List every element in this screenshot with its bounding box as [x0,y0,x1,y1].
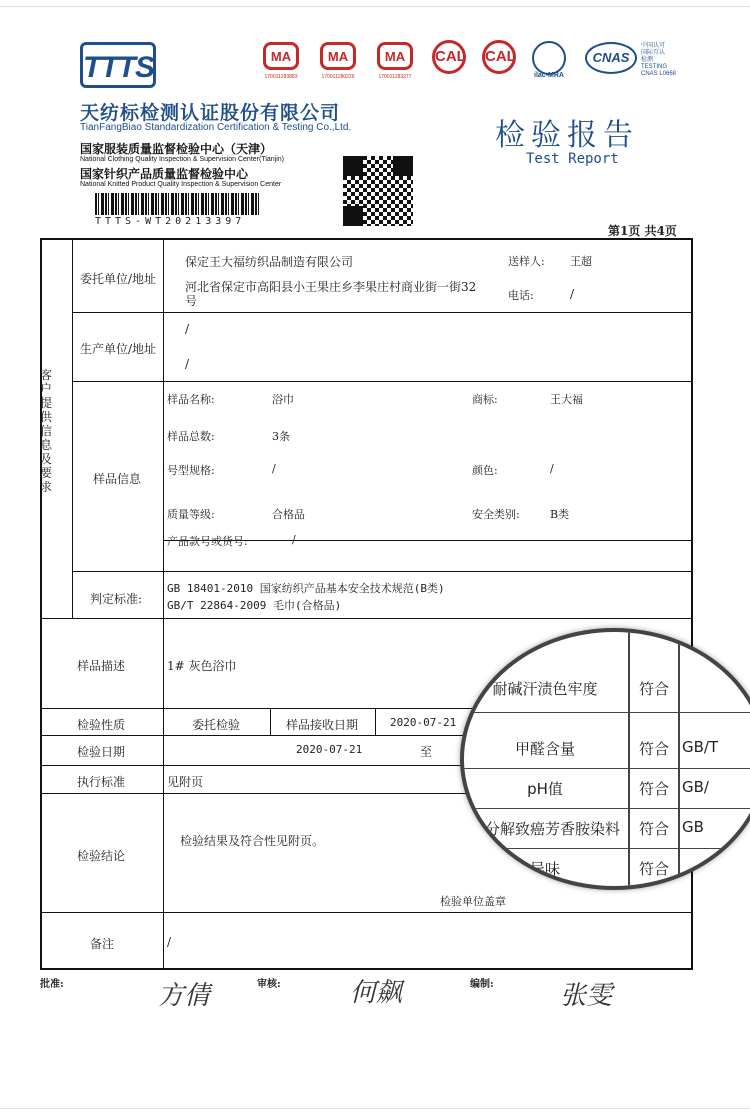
qr-code-icon [343,156,413,226]
phone-value: / [570,287,575,301]
mag-row [464,728,750,769]
center1-name-en: National Clothing Quality Inspection & Supervision Center(Tianjin) [80,156,285,163]
barcode-number: TTTS-WT20213397 [95,216,246,227]
mag-divider [678,632,680,890]
ilac-mark-label: ilac-MRA [534,72,564,79]
table-divider [42,618,692,619]
cal-mark-icon: CAL [482,40,516,74]
mag-result: 符合 [638,780,669,798]
remark-label: 备注 [90,937,115,951]
size-value: / [272,462,276,475]
compile-signature: 张雯 [560,981,613,1011]
sample-name-value: 浴巾 [272,393,294,406]
barcode-icon [95,193,260,215]
ilac-mark-icon [532,41,566,75]
cma-mark-icon: MA [377,42,413,70]
mag-standard: GB/ [682,778,709,796]
cal-mark-icon: CAL [432,40,466,74]
table-divider [163,240,164,968]
grade-value: 合格品 [272,508,305,521]
safety-label: 安全类别: [472,508,520,521]
phone-label: 电话: [508,289,534,302]
magnifier-lens [460,628,750,890]
mag-item: 甲醛含量 [514,740,575,758]
approve-label: 批准: [40,979,64,990]
exec-standard-value: 见附页 [167,775,204,789]
size-label: 号型规格: [167,464,215,477]
report-title-cn: 检验报告 [495,118,639,153]
model-value: / [292,533,296,546]
receive-date-label: 样品接收日期 [286,718,359,732]
sample-desc-label: 样品描述 [77,659,126,673]
standard-label: 判定标准: [90,592,143,606]
mag-standard: GB/T [682,738,719,756]
mag-result: 符合 [638,740,669,758]
mag-row [464,768,750,809]
table-divider [72,571,692,572]
sample-name-label: 样品名称: [167,393,215,406]
sample-desc-value: 1# 灰色浴巾 [167,659,237,673]
standard-line2: GB/T 22864-2009 毛巾(合格品) [167,599,342,612]
page-indicator: 第1页 共4页 [608,224,677,238]
brand-value: 王大福 [550,393,583,406]
sample-count-value: 3条 [272,430,290,443]
table-divider [72,312,692,313]
table-divider [42,912,692,913]
entrust-name: 保定王大福纺织品制造有限公司 [185,255,354,269]
conclusion-label: 检验结论 [77,849,126,863]
sample-info-label: 样品信息 [93,472,142,486]
review-signature: 何飙 [350,978,403,1008]
sample-count-label: 样品总数: [167,430,215,443]
color-value: / [550,462,554,475]
cnas-mark-icon: CNAS [585,42,637,74]
nature-value: 委托检验 [192,718,241,732]
mag-row [464,808,750,849]
mag-item: 异味 [529,860,560,878]
cma-mark-number: 170011280226 [321,74,355,80]
exec-standard-label: 执行标准 [77,775,126,789]
approve-signature: 方倩 [158,981,211,1011]
cma-mark-number: 170011283883 [264,74,298,80]
mag-row [464,848,750,889]
review-label: 审核: [257,979,281,990]
cma-mark-icon: MA [263,42,299,70]
brand-label: 商标: [472,393,498,406]
mag-item: 可分解致癌芳香胺染料 [469,820,620,838]
table-divider [375,709,376,735]
ttts-logo: TTTS [80,42,156,88]
producer-line1: / [185,322,190,336]
safety-value: B类 [550,508,570,521]
test-date-to: 至 [420,745,433,759]
mag-result: 符合 [638,680,669,698]
org-name-cn: 天纺标检测认证股份有限公司 [80,103,341,124]
cma-mark-number: 170011283277 [378,74,412,80]
mag-item: pH值 [527,780,563,798]
cnas-mark-caption: 中国认可 国际互认 检测 TESTING CNAS L0668 [641,43,677,77]
sender-label: 送样人: [508,255,545,268]
remark-value: / [167,935,172,949]
conclusion-value: 检验结果及符合性见附页。 [180,834,325,848]
compile-label: 编制: [470,979,494,990]
client-section-label: 客户提供信息及要求 [40,368,53,494]
standard-line1: GB 18401-2010 国家纺织产品基本安全技术规范(B类) [167,582,445,595]
test-date-value: 2020-07-21 [296,743,363,756]
table-divider [270,709,271,735]
receive-date-value: 2020-07-21 [390,716,457,729]
cma-mark-icon: MA [320,42,356,70]
sender-value: 王超 [570,255,592,268]
mag-result: 符合 [638,820,669,838]
top-divider [0,6,750,7]
mag-row [464,668,750,713]
model-label: 产品款号或货号: [167,535,248,548]
center1-name-cn: 国家服装质量监督检验中心（天津） [80,142,273,156]
mag-standard: GB [682,818,704,836]
org-name-en: TianFangBiao Standardization Certification & Testing Co.,Ltd. [80,122,352,133]
mag-divider [628,632,630,890]
report-title-en: Test Report [526,151,619,167]
grade-label: 质量等级: [167,508,215,521]
test-date-label: 检验日期 [77,745,126,759]
table-divider [72,240,73,618]
producer-label: 生产单位/地址 [80,342,157,356]
stamp-label: 检验单位盖章 [440,895,506,908]
nature-label: 检验性质 [77,718,126,732]
producer-line2: / [185,357,190,371]
center2-name-cn: 国家针织产品质量监督检验中心 [80,167,249,181]
entrust-label: 委托单位/地址 [80,272,157,286]
bottom-divider [0,1108,750,1109]
entrust-address: 河北省保定市高阳县小王果庄乡李果庄村商业街一街32号 [185,280,477,308]
color-label: 颜色: [472,464,498,477]
mag-result: 符合 [638,860,669,878]
center2-name-en: National Knitted Product Quality Inspection & Supervision Center [80,181,282,188]
table-divider [72,381,692,382]
mag-item: 耐碱汗渍色牢度 [492,680,598,698]
